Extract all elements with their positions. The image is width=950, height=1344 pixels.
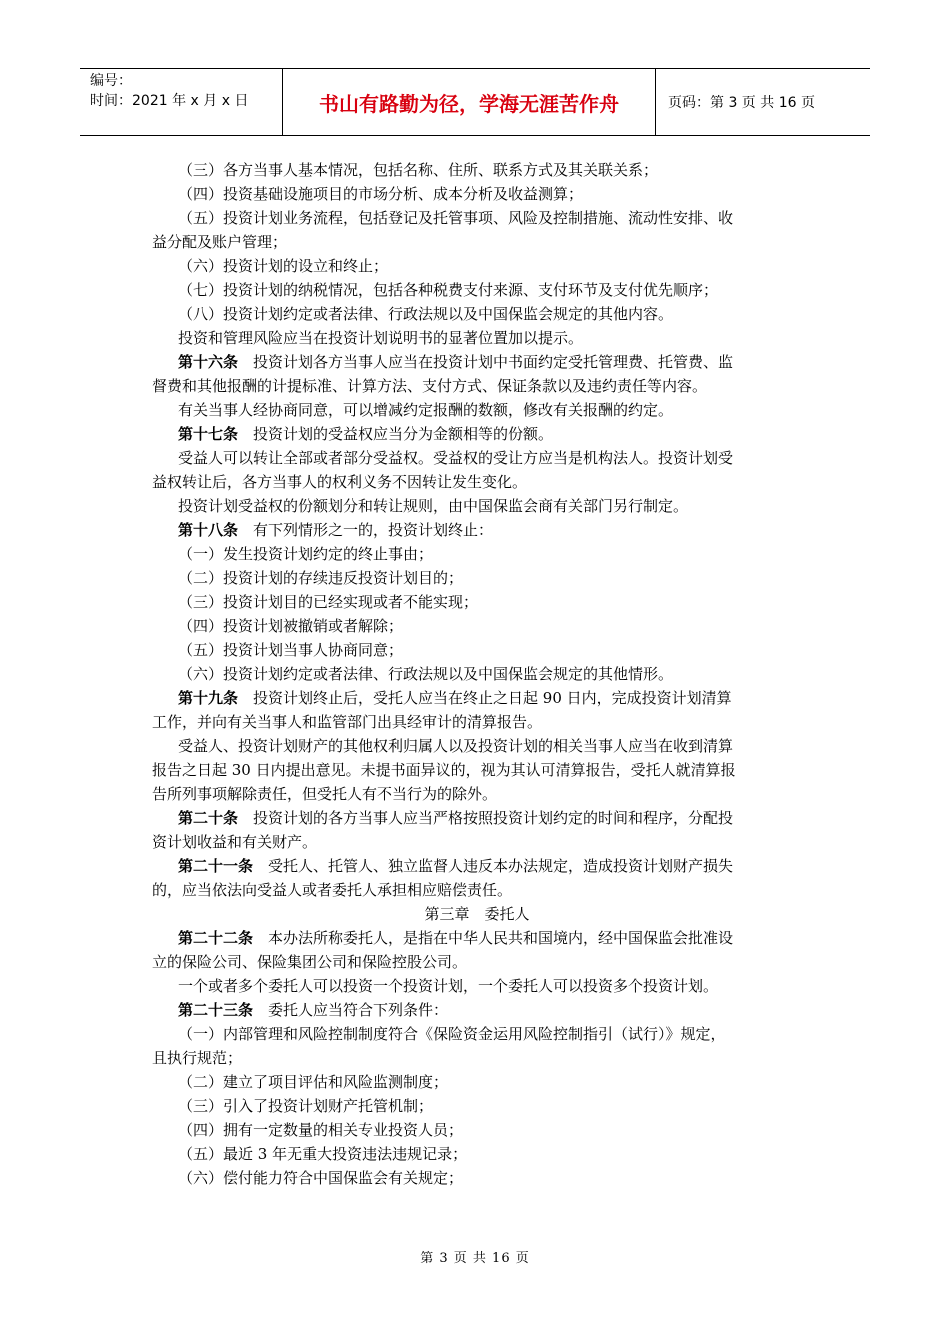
article-heading: 第二十二条 (178, 929, 254, 947)
article-19: 第十九条 投资计划终止后，受托人应当在终止之日起 90 日内，完成投资计划清算 (178, 689, 732, 707)
text-line: （五）投资计划业务流程，包括登记及托管事项、风险及控制措施、流动性安排、收 (178, 209, 734, 227)
document-body (152, 158, 802, 1190)
text-line: 且执行规范； (152, 1049, 243, 1067)
text-line: 有关当事人经协商同意，可以增减约定报酬的数额，修改有关报酬的约定。 (178, 401, 674, 419)
text-line: 一个或者多个委托人可以投资一个投资计划，一个委托人可以投资多个投资计划。 (178, 977, 719, 995)
text-line: （五）投资计划当事人协商同意； (178, 641, 404, 659)
text-line: （六）投资计划约定或者法律、行政法规以及中国保监会规定的其他情形。 (178, 665, 674, 683)
header-page-info: 页码：第 3 页 共 16 页 (668, 95, 815, 111)
article-heading: 第十七条 (178, 425, 239, 443)
text-line: （二）投资计划的存续违反投资计划目的； (178, 569, 464, 587)
article-heading: 第十八条 (178, 521, 239, 539)
text-line: 督费和其他报酬的计提标准、计算方法、支付方式、保证条款以及违约责任等内容。 (152, 377, 708, 395)
article-23: 第二十三条 委托人应当符合下列条件： (178, 1001, 449, 1019)
article-16: 第十六条 投资计划各方当事人应当在投资计划中书面约定受托管理费、托管费、监 (178, 353, 734, 371)
page-header (80, 68, 870, 136)
header-motto: 书山有路勤为径，学海无涯苦作舟 (283, 69, 656, 135)
article-heading: 第二十一条 (178, 857, 254, 875)
header-time: 时间：2021 年 x 月 x 日 (90, 93, 249, 109)
text-line: 资计划收益和有关财产。 (152, 833, 318, 851)
text-line: 益分配及账户管理； (152, 233, 288, 251)
article-20: 第二十条 投资计划的各方当事人应当严格按照投资计划约定的时间和程序，分配投 (178, 809, 734, 827)
header-number: 编号： (90, 73, 132, 89)
article-heading: 第二十三条 (178, 1001, 254, 1019)
article-heading: 第二十条 (178, 809, 239, 827)
text-line: （二）建立了项目评估和风险监测制度； (178, 1073, 449, 1091)
text-line: 报告之日起 30 日内提出意见。未提书面异议的，视为其认可清算报告，受托人就清算报 (152, 761, 736, 779)
header-meta (80, 69, 283, 135)
article-heading: 第十六条 (178, 353, 239, 371)
text-line: 的，应当依法向受益人或者委托人承担相应赔偿责任。 (152, 881, 513, 899)
text-line: 立的保险公司、保险集团公司和保险控股公司。 (152, 953, 468, 971)
text-line: 投资计划受益权的份额划分和转让规则，由中国保监会商有关部门另行制定。 (178, 497, 689, 515)
article-17: 第十七条 投资计划的受益权应当分为金额相等的份额。 (178, 425, 554, 443)
text-line: （一）内部管理和风险控制制度符合《保险资金运用风险控制指引（试行）》规定， (178, 1025, 726, 1043)
text-line: （四）投资计划被撤销或者解除； (178, 617, 404, 635)
text-line: 益权转让后，各方当事人的权利义务不因转让发生变化。 (152, 473, 528, 491)
page-footer: 第 3 页 共 16 页 (420, 1251, 530, 1266)
text-line: （六）偿付能力符合中国保监会有关规定； (178, 1169, 464, 1187)
text-line: （七）投资计划的纳税情况，包括各种税费支付来源、支付环节及支付优先顺序； (178, 281, 719, 299)
article-heading: 第十九条 (178, 689, 239, 707)
text-line: 受益人可以转让全部或者部分受益权。受益权的受让方应当是机构法人。投资计划受 (178, 449, 734, 467)
text-line: （五）最近 3 年无重大投资违法违规记录； (178, 1145, 468, 1163)
text-line: 告所列事项解除责任，但受托人有不当行为的除外。 (152, 785, 498, 803)
text-line: （八）投资计划约定或者法律、行政法规以及中国保监会规定的其他内容。 (178, 305, 674, 323)
article-21: 第二十一条 受托人、托管人、独立监督人违反本办法规定，造成投资计划财产损失 (178, 857, 734, 875)
text-line: （三）引入了投资计划财产托管机制； (178, 1097, 434, 1115)
text-line: （三）投资计划目的已经实现或者不能实现； (178, 593, 479, 611)
chapter-title: 第三章 委托人 (424, 905, 530, 923)
text-line: 受益人、投资计划财产的其他权利归属人以及投资计划的相关当事人应当在收到清算 (178, 737, 734, 755)
text-line: （四）拥有一定数量的相关专业投资人员； (178, 1121, 464, 1139)
text-line: （一）发生投资计划约定的终止事由； (178, 545, 434, 563)
text-line: （六）投资计划的设立和终止； (178, 257, 389, 275)
text-line: 工作，并向有关当事人和监管部门出具经审计的清算报告。 (152, 713, 543, 731)
text-line: 投资和管理风险应当在投资计划说明书的显著位置加以提示。 (178, 329, 584, 347)
article-22: 第二十二条 本办法所称委托人，是指在中华人民共和国境内，经中国保监会批准设 (178, 929, 734, 947)
text-line: （三）各方当事人基本情况，包括名称、住所、联系方式及其关联关系； (178, 161, 659, 179)
article-18: 第十八条 有下列情形之一的，投资计划终止： (178, 521, 494, 539)
text-line: （四）投资基础设施项目的市场分析、成本分析及收益测算； (178, 185, 584, 203)
